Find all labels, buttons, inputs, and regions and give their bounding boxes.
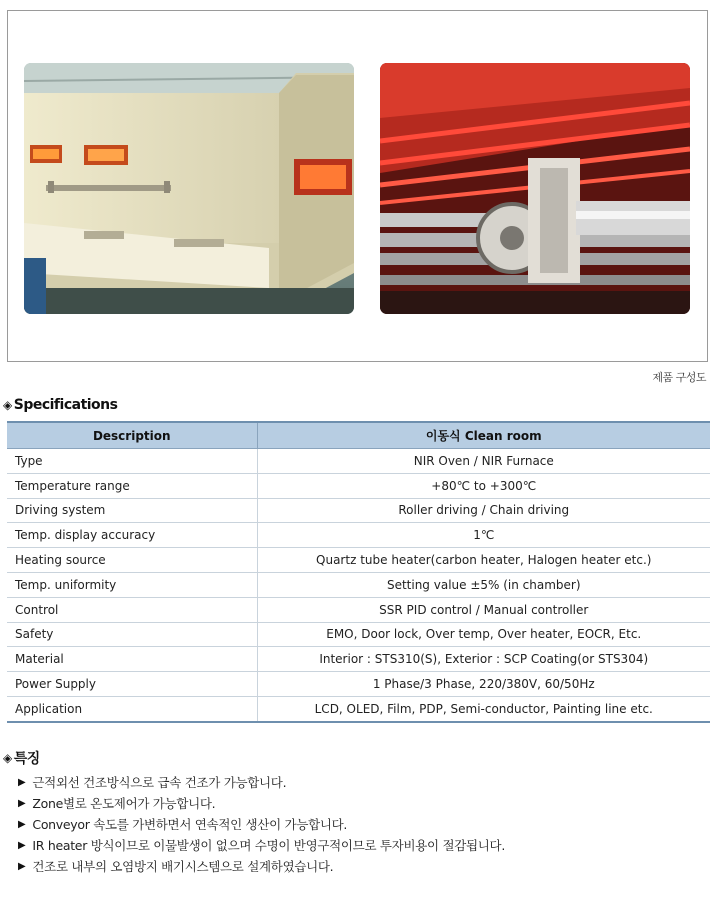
row-label: Driving system <box>7 498 257 523</box>
table-row <box>7 622 710 647</box>
table-row <box>7 647 710 672</box>
list-item <box>18 835 505 856</box>
row-value: SSR PID control / Manual controller <box>257 597 710 622</box>
row-value: Interior : STS310(S), Exterior : SCP Coating(or STS304) <box>257 647 710 672</box>
table-row <box>7 572 710 597</box>
diamond-bullet-icon: ◈ <box>3 751 12 765</box>
table-row <box>7 473 710 498</box>
table-row <box>7 523 710 548</box>
row-value: +80℃ to +300℃ <box>257 473 710 498</box>
row-value: LCD, OLED, Film, PDP, Semi-conductor, Painting line etc. <box>257 696 710 721</box>
specifications-heading <box>3 397 117 413</box>
diamond-bullet-icon: ◈ <box>3 398 12 412</box>
product-photo-frame <box>7 10 708 362</box>
triangle-bullet-icon: ▶ <box>18 819 26 830</box>
row-value: Roller driving / Chain driving <box>257 498 710 523</box>
features-list <box>18 772 505 877</box>
feature-text: 건조로 내부의 오염방지 배기시스템으로 설계하였습니다. <box>32 859 334 874</box>
row-label: Temperature range <box>7 473 257 498</box>
feature-text: 근적외선 건조방식으로 급속 건조가 가능합니다. <box>32 775 287 790</box>
features-title: 특징 <box>13 751 40 767</box>
specifications-title: Specifications <box>13 397 118 413</box>
triangle-bullet-icon: ▶ <box>18 798 26 809</box>
table-row <box>7 498 710 523</box>
row-value: 1℃ <box>257 523 710 548</box>
triangle-bullet-icon: ▶ <box>18 840 26 851</box>
row-label: Type <box>7 449 257 474</box>
table-row <box>7 597 710 622</box>
row-label: Application <box>7 696 257 721</box>
photo-caption: 제품 구성도 <box>652 371 706 384</box>
table-row <box>7 548 710 573</box>
row-value: NIR Oven / NIR Furnace <box>257 449 710 474</box>
table-row <box>7 696 710 721</box>
row-label: Temp. display accuracy <box>7 523 257 548</box>
list-item <box>18 814 505 835</box>
row-label: Temp. uniformity <box>7 572 257 597</box>
feature-text: Zone별로 온도제어가 가능합니다. <box>32 796 216 811</box>
features-heading <box>3 748 40 768</box>
row-value: Setting value ±5% (in chamber) <box>257 572 710 597</box>
table-row <box>7 449 710 474</box>
table-header-row <box>7 422 710 449</box>
row-label: Control <box>7 597 257 622</box>
table-row <box>7 672 710 697</box>
row-value: 1 Phase/3 Phase, 220/380V, 60/50Hz <box>257 672 710 697</box>
list-item <box>18 856 505 877</box>
feature-text: Conveyor 속도를 가변하면서 연속적인 생산이 가능합니다. <box>32 817 348 832</box>
list-item <box>18 793 505 814</box>
specifications-table <box>7 421 710 723</box>
feature-text: IR heater 방식이므로 이물발생이 없으며 수명이 반영구적이므로 투자비용이 절감됩니다. <box>32 838 506 853</box>
roller-chain-drive-photo <box>380 63 690 314</box>
row-value: Quartz tube heater(carbon heater, Halogen heater etc.) <box>257 548 710 573</box>
row-value: EMO, Door lock, Over temp, Over heater, EOCR, Etc. <box>257 622 710 647</box>
triangle-bullet-icon: ▶ <box>18 777 26 788</box>
column-header-description: Description <box>7 422 257 449</box>
row-label: Material <box>7 647 257 672</box>
list-item <box>18 772 505 793</box>
row-label: Power Supply <box>7 672 257 697</box>
column-header-model: 이동식 Clean room <box>257 422 710 449</box>
triangle-bullet-icon: ▶ <box>18 861 26 872</box>
nir-oven-exterior-photo <box>24 63 354 314</box>
row-label: Heating source <box>7 548 257 573</box>
row-label: Safety <box>7 622 257 647</box>
